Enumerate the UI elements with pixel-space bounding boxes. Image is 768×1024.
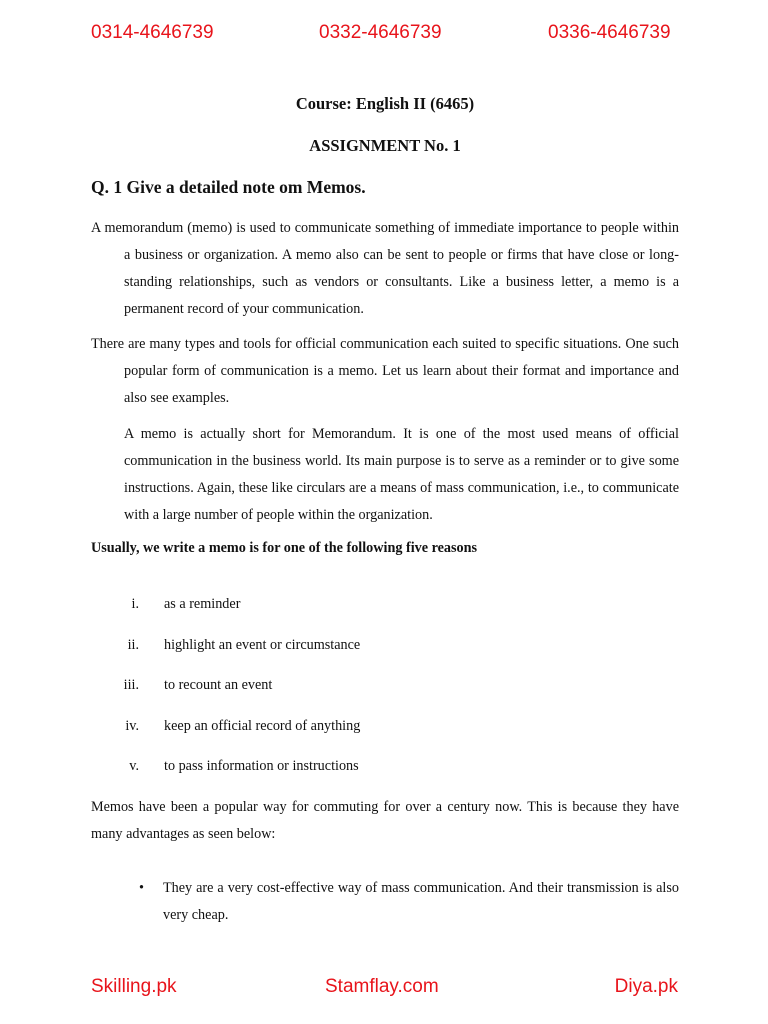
paragraph-memo-definition: A memorandum (memo) is used to communicate something of immediate importance to people within a business or organization. A memo also can be sent to people or firms that have close or long-standing relationships, such as vendors or consultants. Like a business letter, a memo is a permanent record of your communication. xyxy=(91,220,679,317)
reasons-heading: Usually, we write a memo is for one of the following five reasons xyxy=(91,540,478,556)
list-item-text: to pass information or instructions xyxy=(164,758,359,774)
question-heading: Q. 1 Give a detailed note om Memos. xyxy=(91,177,366,197)
reasons-list xyxy=(91,596,679,799)
list-item-number: i. xyxy=(131,596,139,612)
page-header xyxy=(0,22,768,52)
list-item-number: ii. xyxy=(127,636,139,653)
course-title: Course: English II (6465) xyxy=(295,94,475,113)
footer-link-skilling: Skilling.pk xyxy=(91,976,177,997)
footer-link-stamflay: Stamflay.com xyxy=(325,976,439,997)
footer-link-diya: Diya.pk xyxy=(614,976,678,997)
phone-number-3: 0336-4646739 xyxy=(548,22,671,43)
list-item xyxy=(91,758,679,799)
list-item xyxy=(91,637,679,678)
list-item-number: iii. xyxy=(123,677,139,693)
bullet-icon: • xyxy=(139,880,144,896)
list-item-text: to recount an event xyxy=(164,677,273,693)
page-footer xyxy=(0,976,768,1006)
list-item-text: as a reminder xyxy=(164,596,241,612)
list-item-number: iv. xyxy=(125,717,139,734)
paragraph-communication-types: There are many types and tools for official communication each suited to specific situations. One such popular form of communication is a memo. Let us learn about their format and importance and also see examples. xyxy=(91,336,679,406)
list-item-text: keep an official record of anything xyxy=(164,717,361,734)
list-item-number: v. xyxy=(129,758,139,774)
list-item xyxy=(91,596,679,637)
paragraph-memo-purpose: A memo is actually short for Memorandum. It is one of the most used means of official communication in the business world. Its main purpose is to serve as a reminder or to give some instructions. Again, these like circulars are a means of mass communication, i.e., to communicate with a large number of people within the organization. xyxy=(124,426,679,523)
list-item xyxy=(91,677,679,718)
phone-number-2: 0332-4646739 xyxy=(319,22,442,43)
phone-number-1: 0314-4646739 xyxy=(91,22,214,43)
bullet-text: They are a very cost-effective way of mass communication. And their transmission is also very cheap. xyxy=(163,880,679,923)
list-item-text: highlight an event or circumstance xyxy=(164,636,361,653)
assignment-title: ASSIGNMENT No. 1 xyxy=(309,136,461,155)
list-item xyxy=(91,718,679,759)
paragraph-advantages-intro: Memos have been a popular way for commuting for over a century now. This is because they have many advantages as seen below: xyxy=(91,799,679,842)
bullet-item xyxy=(139,875,679,929)
